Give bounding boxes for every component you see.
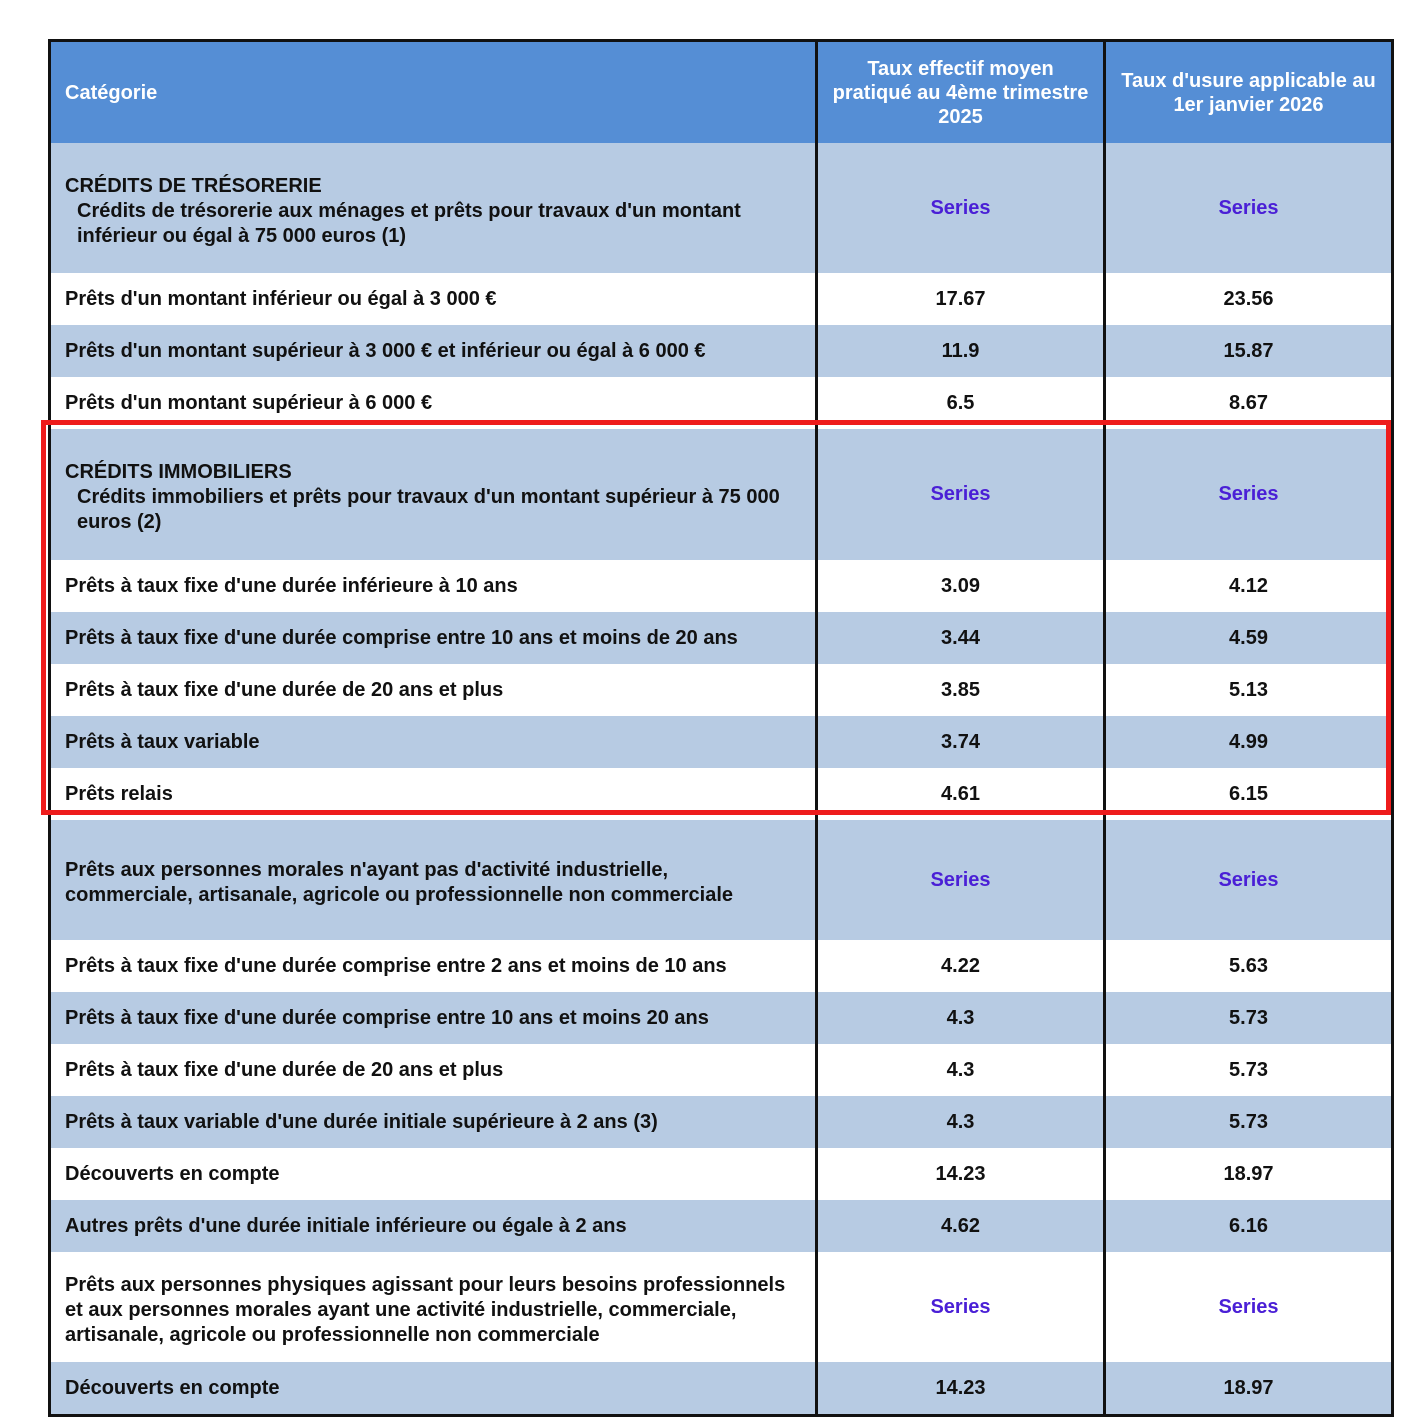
row-usure-value: 5.73 [1105, 1096, 1393, 1148]
row-teg-value: 3.44 [817, 612, 1105, 664]
series-link-tresorerie-usure[interactable]: Series [1105, 143, 1393, 273]
row-teg-value: 3.85 [817, 664, 1105, 716]
usury-rates-table [48, 39, 1394, 1417]
section-cell-immobiliers [50, 429, 817, 560]
table-row [50, 992, 1393, 1044]
table-row [50, 940, 1393, 992]
table-row [50, 560, 1393, 612]
table-row [50, 1096, 1393, 1148]
table-row [50, 325, 1393, 377]
series-link-immobiliers-teg[interactable]: Series [817, 429, 1105, 560]
header-category: Catégorie [50, 41, 817, 144]
table-row [50, 664, 1393, 716]
row-usure-value: 5.13 [1105, 664, 1393, 716]
table-row [50, 716, 1393, 768]
section-title-personnes-morales: Prêts aux personnes morales n'ayant pas d'activité industrielle, commerciale, artisanale, agricole ou professionnelle non commerciale [50, 820, 817, 940]
series-link-tresorerie-teg[interactable]: Series [817, 143, 1105, 273]
row-teg-value: 4.22 [817, 940, 1105, 992]
table-row [50, 1148, 1393, 1200]
row-usure-value: 8.67 [1105, 377, 1393, 429]
row-usure-value: 5.73 [1105, 1044, 1393, 1096]
row-teg-value: 3.09 [817, 560, 1105, 612]
table-row [50, 1200, 1393, 1252]
row-label: Découverts en compte [50, 1148, 817, 1200]
row-label: Prêts à taux variable d'une durée initiale supérieure à 2 ans (3) [50, 1096, 817, 1148]
row-label: Prêts d'un montant inférieur ou égal à 3 000 € [50, 273, 817, 325]
row-teg-value: 4.3 [817, 1044, 1105, 1096]
row-usure-value: 18.97 [1105, 1362, 1393, 1416]
section-cell-tresorerie [50, 143, 817, 273]
row-label: Prêts relais [50, 768, 817, 820]
row-usure-value: 5.73 [1105, 992, 1393, 1044]
row-usure-value: 5.63 [1105, 940, 1393, 992]
row-usure-value: 4.12 [1105, 560, 1393, 612]
row-teg-value: 14.23 [817, 1148, 1105, 1200]
table-row [50, 768, 1393, 820]
series-link-immobiliers-usure[interactable]: Series [1105, 429, 1393, 560]
section-row-personnes-morales [50, 820, 1393, 940]
row-label: Prêts d'un montant supérieur à 3 000 € et inférieur ou égal à 6 000 € [50, 325, 817, 377]
section-subtitle-immobiliers: Crédits immobiliers et prêts pour travaux d'un montant supérieur à 75 000 euros (2) [77, 486, 780, 533]
row-teg-value: 4.3 [817, 1096, 1105, 1148]
section-subtitle-tresorerie: Crédits de trésorerie aux ménages et prêts pour travaux d'un montant inférieur ou égal à 75 000 euros (1) [77, 199, 741, 247]
row-usure-value: 4.99 [1105, 716, 1393, 768]
section-title-immobiliers: CRÉDITS IMMOBILIERS [65, 461, 292, 483]
section-row-tresorerie [50, 143, 1393, 273]
row-teg-value: 14.23 [817, 1362, 1105, 1416]
row-teg-value: 4.3 [817, 992, 1105, 1044]
header-taux-usure: Taux d'usure applicable au 1er janvier 2026 [1105, 41, 1393, 144]
row-label: Prêts à taux fixe d'une durée comprise entre 2 ans et moins de 10 ans [50, 940, 817, 992]
section-title-personnes-physiques: Prêts aux personnes physiques agissant pour leurs besoins professionnels et aux personnes morales ayant une activité industrielle, commerciale, artisanale, agricole ou professionnelle non commerciale [50, 1252, 817, 1362]
row-teg-value: 4.61 [817, 768, 1105, 820]
row-label: Prêts à taux fixe d'une durée inférieure à 10 ans [50, 560, 817, 612]
row-label: Prêts à taux fixe d'une durée comprise entre 10 ans et moins de 20 ans [50, 612, 817, 664]
section-title-tresorerie: CRÉDITS DE TRÉSORERIE [65, 174, 322, 197]
row-label: Prêts à taux fixe d'une durée de 20 ans et plus [50, 664, 817, 716]
row-label: Prêts à taux fixe d'une durée de 20 ans et plus [50, 1044, 817, 1096]
row-teg-value: 4.62 [817, 1200, 1105, 1252]
row-usure-value: 23.56 [1105, 273, 1393, 325]
row-teg-value: 11.9 [817, 325, 1105, 377]
row-teg-value: 17.67 [817, 273, 1105, 325]
series-link-morales-teg[interactable]: Series [817, 820, 1105, 940]
table-row [50, 1044, 1393, 1096]
row-label: Prêts à taux variable [50, 716, 817, 768]
row-teg-value: 3.74 [817, 716, 1105, 768]
series-link-physiques-teg[interactable]: Series [817, 1252, 1105, 1362]
section-row-personnes-physiques [50, 1252, 1393, 1362]
row-teg-value: 6.5 [817, 377, 1105, 429]
row-usure-value: 6.16 [1105, 1200, 1393, 1252]
section-row-immobiliers [50, 429, 1393, 560]
table-header-row [50, 41, 1393, 144]
row-label: Autres prêts d'une durée initiale inférieure ou égale à 2 ans [50, 1200, 817, 1252]
table-row [50, 273, 1393, 325]
table-row [50, 1362, 1393, 1416]
row-usure-value: 15.87 [1105, 325, 1393, 377]
header-taux-effectif-moyen: Taux effectif moyen pratiqué au 4ème trimestre 2025 [817, 41, 1105, 144]
row-usure-value: 4.59 [1105, 612, 1393, 664]
table-row [50, 612, 1393, 664]
row-usure-value: 18.97 [1105, 1148, 1393, 1200]
row-label: Prêts d'un montant supérieur à 6 000 € [50, 377, 817, 429]
series-link-morales-usure[interactable]: Series [1105, 820, 1393, 940]
row-usure-value: 6.15 [1105, 768, 1393, 820]
table-row [50, 377, 1393, 429]
row-label: Prêts à taux fixe d'une durée comprise entre 10 ans et moins 20 ans [50, 992, 817, 1044]
row-label: Découverts en compte [50, 1362, 817, 1416]
series-link-physiques-usure[interactable]: Series [1105, 1252, 1393, 1362]
